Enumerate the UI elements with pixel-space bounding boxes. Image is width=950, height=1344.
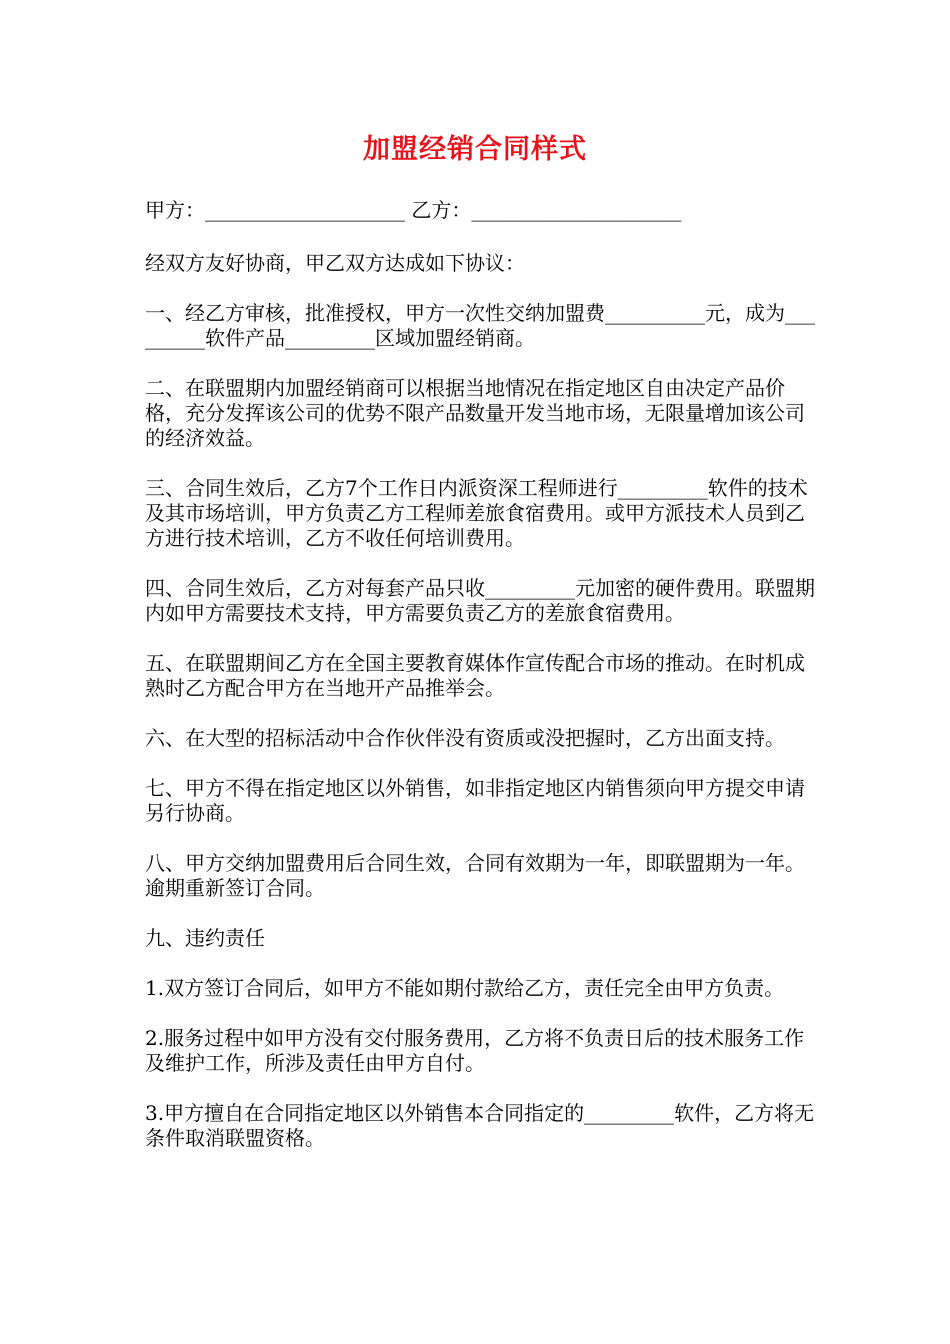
- clause-9-heading: 九、违约责任: [145, 926, 265, 950]
- clause-8: 八、甲方交纳加盟费用后合同生效，合同有效期为一年，即联盟期为一年。逾期重新签订合同。: [145, 851, 805, 900]
- liability-item-3: 3.甲方擅自在合同指定地区以外销售本合同指定的_________软件，乙方将无条件取消联盟资格。: [145, 1101, 815, 1150]
- liability-item-2: 2.服务过程中如甲方没有交付服务费用，乙方将不负责日后的技术服务工作及维护工作，所涉及责任由甲方自付。: [145, 1026, 805, 1075]
- clause-1: 一、经乙方审核，批准授权，甲方一次性交纳加盟费__________元，成为_________软件产品_________区域加盟经销商。: [145, 301, 815, 350]
- clause-4: 四、合同生效后，乙方对每套产品只收_________元加密的硬件费用。联盟期内如甲方需要技术支持，甲方需要负责乙方的差旅食宿费用。: [145, 576, 815, 625]
- document-title: 加盟经销合同样式: [363, 134, 587, 165]
- clause-6: 六、在大型的招标活动中合作伙伴没有资质或没把握时，乙方出面支持。: [145, 726, 785, 750]
- clause-5: 五、在联盟期间乙方在全国主要教育媒体作宣传配合市场的推动。在时机成熟时乙方配合甲方在当地开产品推举会。: [145, 651, 805, 700]
- document-body: [145, 198, 815, 1176]
- clause-2: 二、在联盟期内加盟经销商可以根据当地情况在指定地区自由决定产品价格，充分发挥该公司的优势不限产品数量开发当地市场，无限量增加该公司的经济效益。: [145, 376, 805, 450]
- clause-7: 七、甲方不得在指定地区以外销售，如非指定地区内销售须向甲方提交申请另行协商。: [145, 776, 805, 825]
- parties-line: 甲方：____________________ 乙方：_____________________: [145, 198, 682, 222]
- clause-3: 三、合同生效后，乙方7个工作日内派资深工程师进行_________软件的技术及其市场培训，甲方负责乙方工程师差旅食宿费用。或甲方派技术人员到乙方进行技术培训，乙方不收任何培训费用。: [145, 476, 808, 550]
- liability-item-1: 1.双方签订合同后，如甲方不能如期付款给乙方，责任完全由甲方负责。: [145, 976, 785, 1000]
- intro-paragraph: 经双方友好协商，甲乙双方达成如下协议：: [145, 251, 525, 275]
